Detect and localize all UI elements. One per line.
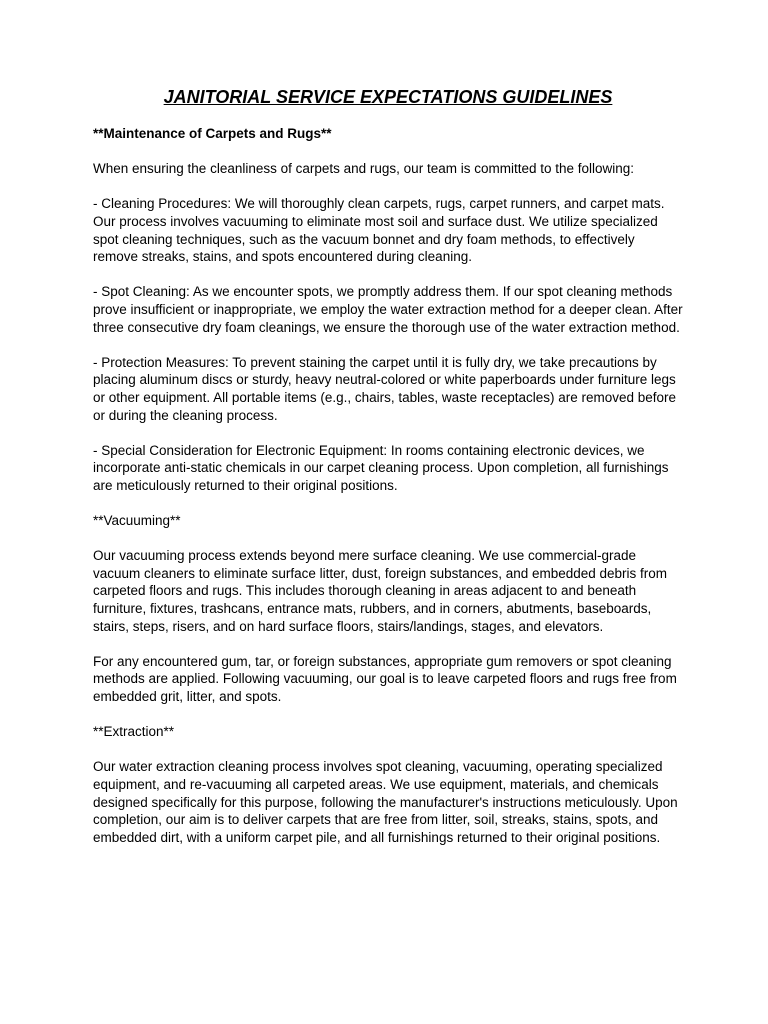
gum-removal-paragraph: For any encountered gum, tar, or foreign substances, appropriate gum removers or spot cleaning methods are applied. Following vacuuming, our goal is to leave carpeted floors and rugs free from embedded grit, litter, and spots. [93,653,677,704]
protection-measures-paragraph: - Protection Measures: To prevent staining the carpet until it is fully dry, we take precautions by placing aluminum discs or sturdy, heavy neutral-colored or white paperboards under furniture legs or other equipment. All portable items (e.g., chairs, tables, waste receptacles) are removed before or during the cleaning process. [93,354,677,423]
section-heading-vacuuming: **Vacuuming** [93,513,181,529]
vacuuming-paragraph: Our vacuuming process extends beyond mere surface cleaning. We use commercial-grade vacuum cleaners to eliminate surface litter, dust, foreign substances, and embedded debris from carpeted floors and rugs. This includes thorough cleaning in areas adjacent to and beneath furniture, fixtures, trashcans, entrance mats, rubbers, and in corners, abutments, baseboards, stairs, steps, risers, and on hard surface floors, stairs/landings, stages, and elevators. [93,548,668,634]
intro-paragraph: When ensuring the cleanliness of carpets and rugs, our team is committed to the following: [93,161,635,177]
document-title: JANITORIAL SERVICE EXPECTATIONS GUIDELINES [163,87,613,107]
extraction-paragraph: Our water extraction cleaning process involves spot cleaning, vacuuming, operating specialized equipment, and re-vacuuming all carpeted areas. We use equipment, materials, and chemicals designed specifically for this purpose, following the manufacturer's instructions meticulously. Upon completion, our aim is to deliver carpets that are free from litter, soil, streaks, stains, spots, and embedded dirt, with a uniform carpet pile, and all furnishings returned to their original positions. [93,759,678,845]
document-body [93,125,683,846]
section-heading-carpets: **Maintenance of Carpets and Rugs** [93,126,332,141]
section-heading-extraction: **Extraction** [93,724,175,740]
cleaning-procedures-paragraph: - Cleaning Procedures: We will thoroughly clean carpets, rugs, carpet runners, and carpet mats. Our process involves vacuuming to eliminate most soil and surface dust. We utilize specialized spot cleaning techniques, such as the vacuum bonnet and dry foam methods, to effectively remove streaks, stains, and spots encountered during cleaning. [93,196,665,265]
spot-cleaning-paragraph: - Spot Cleaning: As we encounter spots, we promptly address them. If our spot cleaning methods prove insufficient or inappropriate, we employ the water extraction method for a deeper clean. After three consecutive dry foam cleanings, we ensure the thorough use of the water extraction method. [93,284,683,335]
electronic-equipment-paragraph: - Special Consideration for Electronic Equipment: In rooms containing electronic devices, we incorporate anti-static chemicals in our carpet cleaning process. Upon completion, all furnishings are meticulously returned to their original positions. [93,442,669,493]
document-page [93,86,683,864]
